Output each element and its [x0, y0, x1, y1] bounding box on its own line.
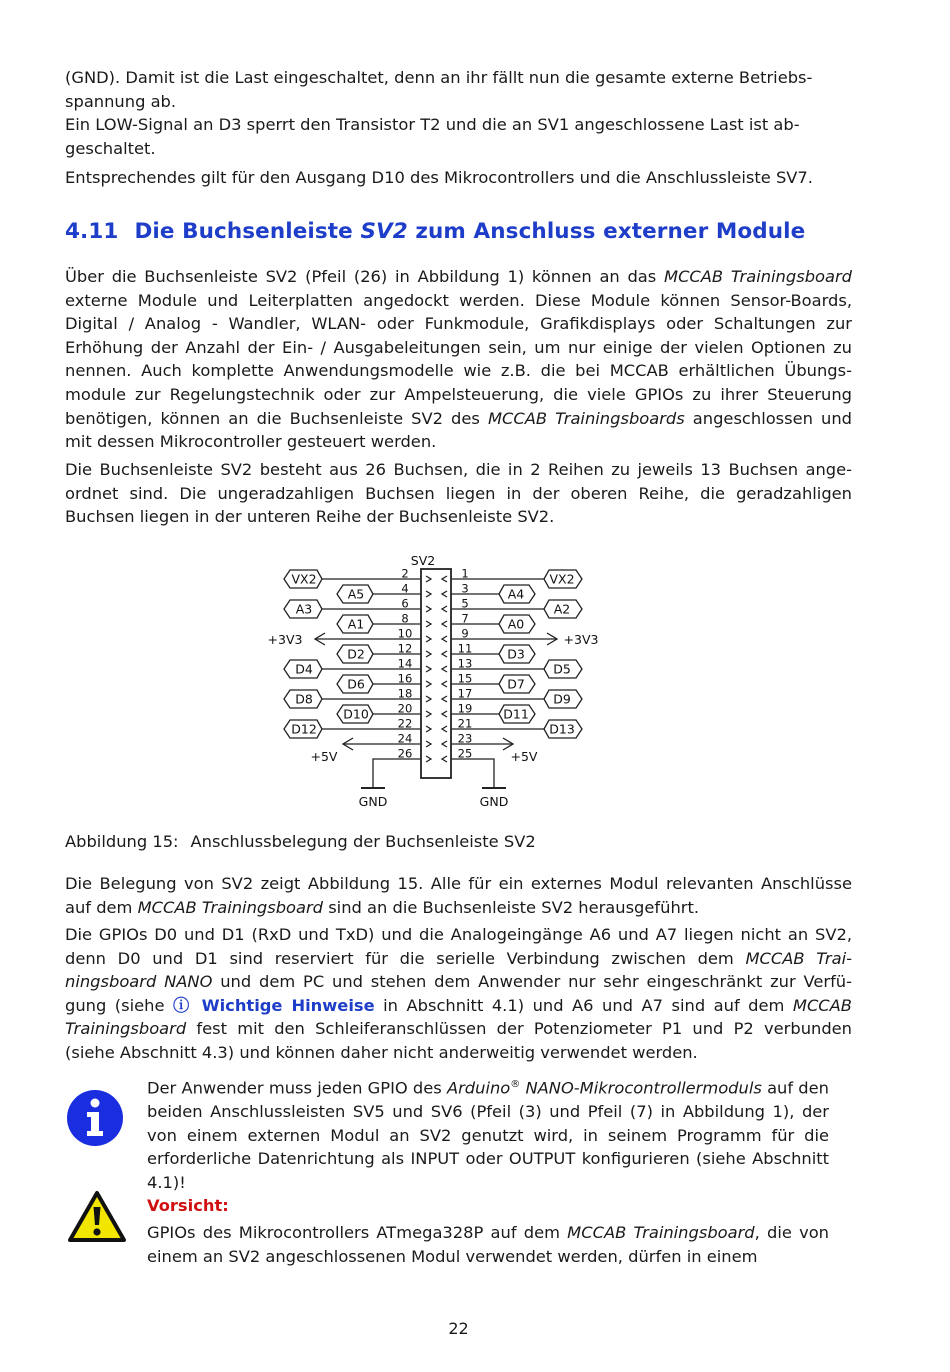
pin-number: 8: [401, 611, 409, 626]
text: Die GPIOs D0 und D1 (RxD und TxD) und die Analogeingänge A6 und A7 liegen nicht an SV2, denn D0 und D1 sind reserviert für die serielle Verbindung zwischen dem: [65, 925, 852, 968]
sv2-pinout-figure: [213, 548, 599, 818]
pin-chevron: [442, 741, 447, 747]
signal-label: A3: [295, 601, 313, 617]
text: Die Belegung von SV2 zeigt Abbildung 15. Alle für ein externes Modul relevanten Anschlüsse auf dem: [65, 874, 852, 917]
signal-label: D6: [347, 676, 365, 692]
text: sind an die Buchsenleiste SV2 herausgeführt.: [323, 897, 700, 917]
pin-number: 1: [461, 566, 469, 581]
section-heading: [65, 219, 805, 244]
wichtige-hinweise-link[interactable]: [173, 996, 375, 1015]
pin-number: 16: [397, 671, 413, 686]
signal-label: D10: [343, 706, 369, 722]
pin-chevron: [442, 636, 447, 642]
signal-label: VX2: [291, 571, 317, 587]
pin-chevron: [426, 621, 431, 627]
text: angeschlossen und mit dessen Mikrocontroller gesteuert werden.: [65, 408, 853, 452]
text: GPIOs des Mikrocontrollers ATmega328P auf dem: [147, 1223, 568, 1242]
power-label: +3V3: [563, 632, 599, 647]
text-italic: MCCAB Trainingsboard NANO: [65, 948, 852, 992]
pin-number: 7: [461, 611, 469, 626]
pin-number: 6: [401, 596, 409, 611]
text: , die von einem an SV2 angeschlossenen Modul verwendet werden, dürfen in einem: [147, 1223, 829, 1266]
heading-text: Die Buchsenleiste: [134, 219, 361, 244]
pin-number: 13: [457, 656, 473, 671]
pin-chevron: [426, 576, 431, 582]
pin-number: 19: [457, 701, 473, 716]
power-label: +5V: [310, 749, 338, 764]
info-note: [147, 1073, 829, 1218]
text-line: Ein LOW-Signal an D3 sperrt den Transistor T2 und die an SV1 angeschlossene Last ist ab-: [65, 115, 800, 135]
text: fest mit den Schleiferanschlüssen der Potenziometer P1 und P2 verbunden (siehe Abschnitt 4.3) und können daher nicht anderweitig verwendet werden.: [65, 1019, 852, 1062]
gnd-wire: [373, 759, 393, 788]
pin-number: 25: [457, 746, 473, 761]
text-line: spannung ab.: [65, 91, 177, 111]
pin-chevron: [426, 636, 431, 642]
pin-chevron: [442, 726, 447, 732]
pin-chevron: [442, 711, 447, 717]
text: auf den beiden Anschlussleisten SV5 und SV6 (Pfeil (3) und Pfeil (7) in Abbildung 1), der von einem externen Modul an SV2 genutzt wird, in seinem Programm für die erforderliche Datenrichtung als INPUT oder OUTPUT konfigurieren (siehe Abschnitt 4.1)!: [147, 1078, 829, 1192]
gnd-label: GND: [358, 794, 388, 809]
pin-chevron: [426, 741, 431, 747]
text-italic: MCCAB Trainingsboard: [567, 1223, 755, 1242]
pin-number: 12: [397, 641, 413, 656]
text-italic: MCCAB Trainingsboard: [137, 897, 324, 917]
connector-label: SV2: [410, 553, 436, 568]
figure-caption: [65, 832, 536, 851]
text: externe Module und Leiterplatten angedockt werden. Diese Module können Sensor-Boards, Digital / Analog - Wandler, WLAN- oder Funkmodule, Grafikdisplays oder Schaltungen zur Erhöhung der Anzahl der Ein- / Ausgabeleitungen sein, um nur einige der vielen Optionen zu nennen. Auch komplette Anwendungsmodelle wie z.B. die bei MCCAB erhältlichen Übungsmodule zur Regelungstechnik oder zur Ampelsteuerung, die viele GPIOs zu ihrer Steuerung benötigen, können an die Buchsenleiste SV2 des: [65, 290, 852, 428]
pin-number: 5: [461, 596, 469, 611]
pin-chevron: [442, 681, 447, 687]
paragraph-d10: [65, 166, 852, 190]
heading-text-italic: SV2: [360, 219, 408, 244]
info-circle-icon: ⓘ: [173, 995, 193, 1015]
pin-number: 11: [457, 641, 473, 656]
pin-chevron: [442, 666, 447, 672]
signal-label: D9: [553, 691, 571, 707]
pin-chevron: [426, 651, 431, 657]
signal-label: A0: [507, 616, 525, 632]
paragraph-sv2-layout: [65, 458, 852, 529]
signal-label: A4: [507, 586, 525, 602]
text-italic: MCCAB Trainingsboard: [65, 995, 852, 1039]
info-icon: [65, 1088, 125, 1148]
gnd-wire: [479, 759, 494, 788]
paragraph-text: Entsprechendes gilt für den Ausgang D10 des Mikrocontrollers und die Anschlussleiste SV7.: [65, 168, 813, 187]
registered-mark: ®: [510, 1079, 521, 1090]
paragraph-text: Die Buchsenleiste SV2 besteht aus 26 Buchsen, die in 2 Reihen zu jeweils 13 Buchsen angeordnet sind. Die ungeradzahligen Buchsen liegen in der oberen Reihe, die geradzahligen Buchsen liegen in der unteren Reihe der Buchsenleiste SV2.: [65, 460, 852, 527]
signal-label: D8: [295, 691, 313, 707]
section-number: 4.11: [65, 219, 119, 244]
pin-number: 10: [397, 626, 413, 641]
heading-text: zum Anschluss externer Module: [407, 219, 806, 244]
text-line: (GND). Damit ist die Last eingeschaltet, denn an ihr fällt nun die gesamte externe Betriebs-: [65, 68, 813, 87]
pin-number: 15: [457, 671, 473, 686]
intro-paragraph: [65, 66, 852, 160]
signal-label: D4: [295, 661, 313, 677]
pin-chevron: [426, 606, 431, 612]
paragraph-belegung: [65, 872, 852, 919]
text: Über die Buchsenleiste SV2 (Pfeil (26) in Abbildung 1) können an das: [65, 267, 665, 286]
signal-label: D3: [507, 646, 525, 662]
signal-label: D13: [549, 721, 575, 737]
pin-number: 21: [457, 716, 473, 731]
caption-label: Abbildung 15:: [65, 832, 179, 851]
pin-number: 4: [401, 581, 409, 596]
signal-label: VX2: [549, 571, 575, 587]
pin-chevron: [426, 591, 431, 597]
text-italic: Arduino: [446, 1078, 511, 1098]
caption-text: Anschlussbelegung der Buchsenleiste SV2: [190, 832, 536, 851]
pin-chevron: [426, 711, 431, 717]
signal-label: D5: [553, 661, 571, 677]
pin-number: 17: [457, 686, 473, 701]
pin-number: 26: [397, 746, 413, 761]
text: Der Anwender muss jeden GPIO des: [147, 1078, 447, 1098]
pin-chevron: [442, 591, 447, 597]
pin-chevron: [442, 621, 447, 627]
text-line: geschaltet.: [65, 138, 156, 158]
pin-chevron: [426, 681, 431, 687]
signal-label: A5: [347, 586, 365, 602]
signal-label: D12: [291, 721, 317, 737]
text: und dem PC und stehen dem Anwender nur sehr eingeschränkt zur Verfügung (siehe: [65, 972, 852, 1015]
pin-chevron: [442, 606, 447, 612]
pin-number: 3: [461, 581, 469, 596]
paragraph-sv2-intro: [65, 265, 852, 454]
pin-chevron: [442, 651, 447, 657]
text-italic: MCCAB Trainingsboards: [487, 408, 685, 428]
pin-chevron: [442, 696, 447, 702]
gnd-label: GND: [479, 794, 509, 809]
text: in Abschnitt 4.1) und A6 und A7 sind auf dem: [374, 995, 793, 1015]
signal-label: A2: [553, 601, 571, 617]
text-italic: MCCAB Trainingsboard: [664, 267, 852, 286]
signal-label: A1: [347, 616, 365, 632]
power-label: +3V3: [267, 632, 303, 647]
warning-icon: [67, 1190, 127, 1244]
warning-label: Vorsicht:: [147, 1196, 229, 1216]
pin-chevron: [426, 756, 431, 762]
pin-number: 18: [397, 686, 413, 701]
pin-number: 2: [401, 566, 409, 581]
pin-number: 23: [457, 731, 473, 746]
pin-number: 24: [397, 731, 413, 746]
signal-label: D2: [347, 646, 365, 662]
warning-note: [147, 1221, 829, 1268]
pin-number: 20: [397, 701, 413, 716]
pin-chevron: [442, 756, 447, 762]
pin-number: 14: [397, 656, 413, 671]
pin-chevron: [426, 696, 431, 702]
power-label: +5V: [510, 749, 538, 764]
link-text: Wichtige Hinweise: [201, 995, 375, 1015]
text-italic: NANO-Mikrocontrollermoduls: [520, 1078, 762, 1098]
pin-chevron: [426, 726, 431, 732]
pin-number: 22: [397, 716, 413, 731]
pin-chevron: [426, 666, 431, 672]
pin-number: 9: [461, 626, 469, 641]
paragraph-gpios: [65, 923, 852, 1065]
pin-chevron: [442, 576, 447, 582]
page-number: 22: [448, 1319, 469, 1338]
signal-label: D7: [507, 676, 525, 692]
signal-label: D11: [503, 706, 529, 722]
